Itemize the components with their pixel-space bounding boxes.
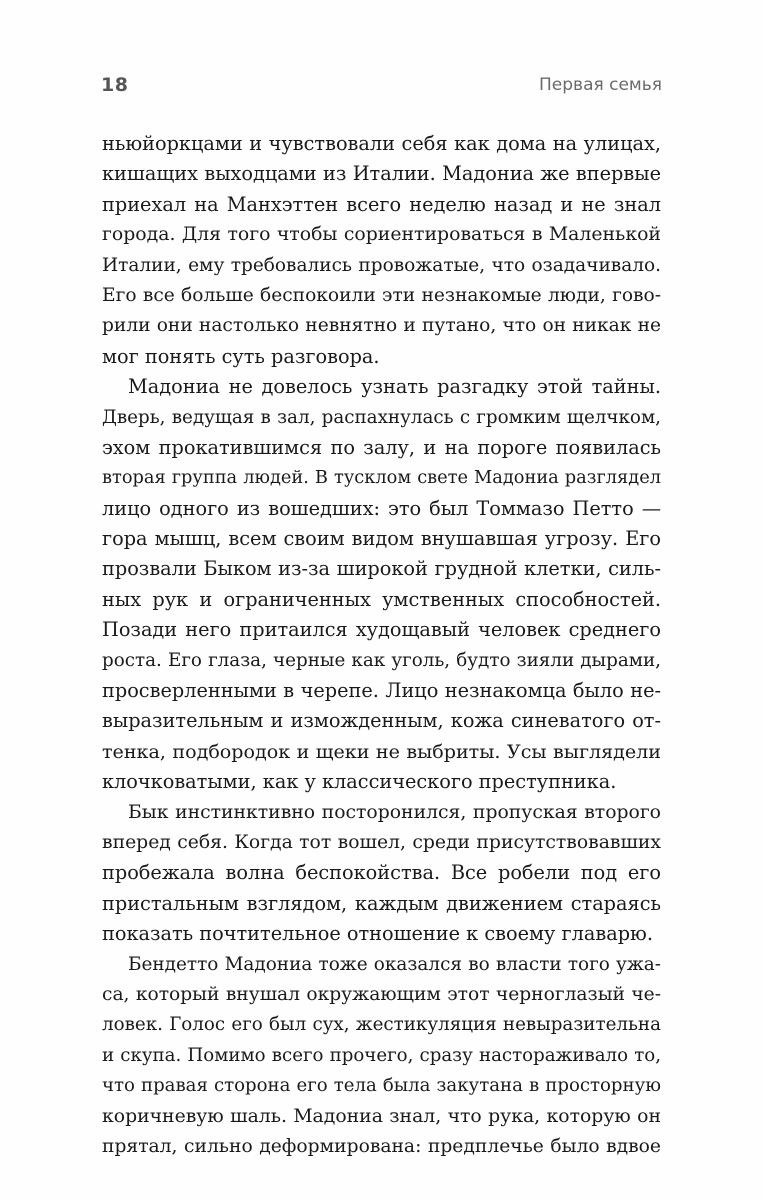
text-line: Бык инстинктивно посторонился, пропуская второго: [128, 801, 661, 823]
text-line: просверленными в черепе. Лицо незнакомца было не-: [102, 679, 661, 703]
text-line: прозвали Быком из-за широкой грудной клетки, силь-: [102, 557, 661, 581]
text-line: гора мышц, всем своим видом внушавшая угрозу. Его: [102, 527, 661, 551]
text-line: мог понять суть разговора.: [102, 344, 380, 368]
text-line: выразительным и изможденным, кожа синеватого от-: [102, 709, 661, 733]
text-line: ных рук и ограниченных умственных способностей.: [102, 587, 661, 611]
text-line: Мадониа не довелось узнать разгадку этой тайны.: [128, 375, 661, 399]
text-line: тенка, подбородок и щеки не выбриты. Усы выглядели: [102, 739, 661, 763]
page-number: 18: [101, 74, 129, 96]
text-line: Италии, ему требовались провожатые, что озадачивало.: [102, 254, 661, 276]
text-line: прятал, сильно деформирована: предплечье было вдвое: [102, 1135, 661, 1157]
text-line: лицо одного из вошедших: это был Томмазо Петто —: [102, 496, 661, 520]
text-line: эхом прокатившимся по залу, и на пороге появилась: [102, 435, 661, 459]
text-line: пристальным взглядом, каждым движением стараясь: [102, 891, 661, 915]
text-line: са, который внушал окружающим этот черноглазый че-: [102, 983, 661, 1005]
text-line: вперед себя. Когда тот вошел, среди присутствовавших: [102, 831, 661, 853]
text-line: вторая группа людей. В тусклом свете Мадониа разглядел: [102, 467, 661, 489]
text-line: роста. Его глаза, черные как уголь, будто зияли дырами,: [102, 649, 661, 671]
text-line: и скупа. Помимо всего прочего, сразу настораживало то,: [102, 1044, 661, 1066]
text-line: показать почтительное отношение к своему главарю.: [102, 922, 653, 946]
text-line: Его все больше беспокоили эти незнакомые люди, гово-: [102, 284, 661, 306]
text-line: Позади него притаился худощавый человек среднего: [102, 618, 661, 642]
running-head: Первая семья: [539, 75, 662, 95]
text-line: клочковатыми, как у классического преступника.: [102, 770, 617, 794]
body-text: [102, 129, 661, 1162]
text-line: рили они настолько невнятно и путано, что он никак не: [102, 315, 661, 337]
text-line: кишащих выходцами из Италии. Мадониа же впервые: [102, 162, 661, 186]
text-line: что правая сторона его тела была закутана в просторную: [102, 1075, 661, 1097]
text-line: ньюйоркцами и чувствовали себя как дома на улицах,: [102, 132, 661, 155]
text-line: ловек. Голос его был сух, жестикуляция невыразительна: [102, 1014, 661, 1036]
text-line: Бендетто Мадониа тоже оказался во власти того ужа-: [128, 953, 661, 975]
text-line: приехал на Манхэттен всего неделю назад и не знал: [102, 192, 661, 216]
text-line: Дверь, ведущая в зал, распахнулась с громким щелчком,: [102, 406, 661, 428]
text-line: города. Для того чтобы сориентироваться в Маленькой: [102, 224, 661, 246]
page-header: [101, 74, 662, 104]
text-line: коричневую шаль. Мадониа знал, что рука, которую он: [102, 1105, 661, 1127]
text-line: пробежала волна беспокойства. Все робели под его: [102, 861, 661, 885]
